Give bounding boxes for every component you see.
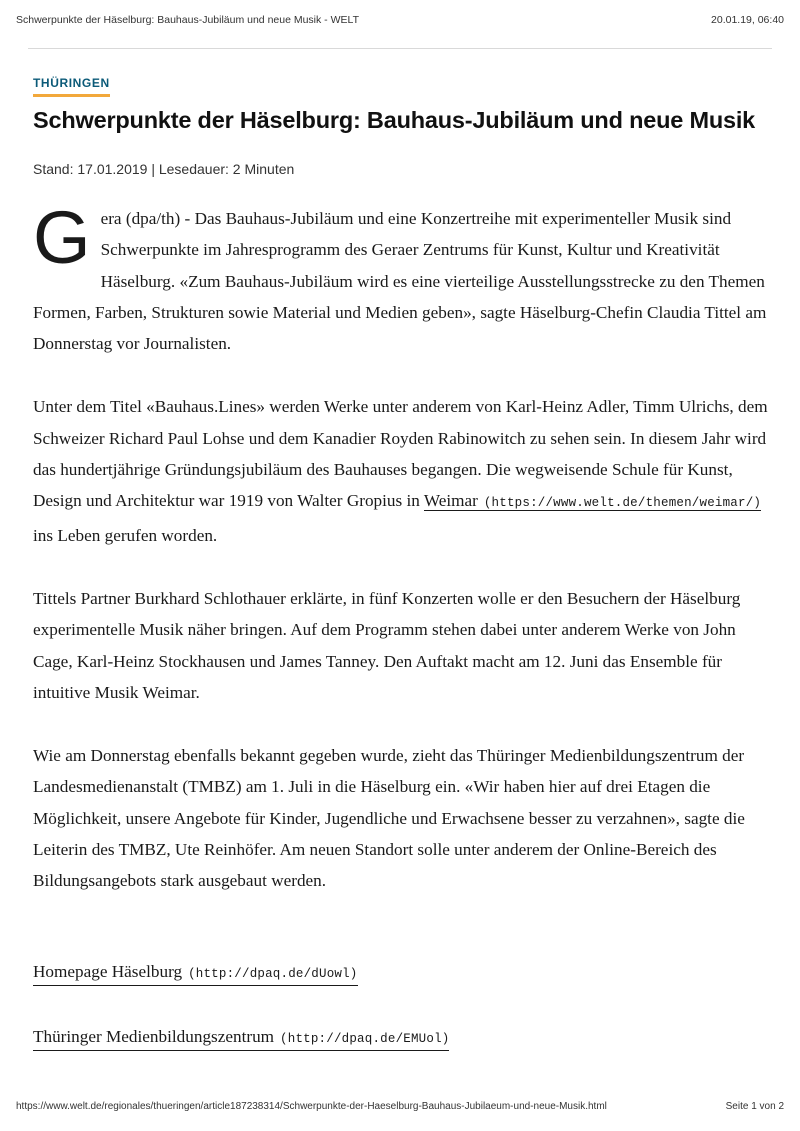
weimar-link-label: Weimar	[423, 491, 478, 511]
medienbildungszentrum-label: Thüringer Medienbildungszentrum	[33, 1027, 275, 1046]
paragraph-3: Tittels Partner Burkhard Schlothauer erklärte, in fünf Konzerten wolle er den Besuchern der Häselburg experimentelle Musik näher bringen. Auf dem Programm stehen dabei unter anderem Werke von John Cage, Karl-Heinz Stockhausen und James Tanney. Den Auftakt macht am 12. Juni das Ensemble für intuitive Musik Weimar.	[33, 588, 741, 702]
paragraph-1	[33, 196, 773, 359]
weimar-link[interactable]	[424, 491, 761, 511]
print-footer	[16, 1101, 784, 1112]
section-kicker[interactable]: THÜRINGEN	[33, 76, 110, 97]
paragraph-4: Wie am Donnerstag ebenfalls bekannt gegeben wurde, zieht das Thüringer Medienbildungszentrum der Landesmedienanstalt (TMBZ) am 1. Juli in die Häselburg ein. «Wir haben hier auf drei Etagen die Möglichkeit, unsere Angebote für Kinder, Jugendliche und Erwachsene besser zu verzahnen», sagte die Leiterin des TMBZ, Ute Reinhöfer. Am neuen Standort solle unter anderem der Online-Bereich des Bildungsangebots stark ausgebaut werden.	[33, 746, 745, 891]
article-headline: Schwerpunkte der Häselburg: Bauhaus-Jubiläum und neue Musik	[33, 107, 756, 133]
header-divider	[28, 48, 772, 49]
homepage-haeselburg-label: Homepage Häselburg	[33, 962, 183, 981]
print-footer-url: https://www.welt.de/regionales/thueringen/article187238314/Schwerpunkte-der-Haeselburg-Bauhaus-Jubilaeum-und-neue-Musik.html	[16, 1101, 607, 1112]
print-header-datetime: 20.01.19, 06:40	[711, 14, 784, 26]
paragraph-1-text: era (dpa/th) - Das Bauhaus-Jubiläum und eine Konzertreihe mit experimenteller Musik sind Schwerpunkte im Jahresprogramm des Geraer Zentrums für Kunst, Kultur und Kreativität Häselburg. «Zum Bauhaus-Jubiläum wird es eine vierteilige Ausstellungsstrecke zu den Themen Formen, Farben, Strukturen sowie Material und Medien geben», sagte Häselburg-Chefin Claudia Tittel am Donnerstag vor Journalisten.	[33, 209, 767, 354]
medienbildungszentrum-link[interactable]	[33, 1027, 449, 1051]
medienbildungszentrum-url: (http://dpaq.de/EMUol)	[280, 1032, 450, 1046]
paragraph-2-tail: ins Leben gerufen worden.	[33, 525, 218, 545]
weimar-link-url: (https://www.welt.de/themen/weimar/)	[483, 496, 762, 511]
homepage-haeselburg-link[interactable]	[33, 962, 358, 986]
homepage-haeselburg-url: (http://dpaq.de/dUowl)	[188, 967, 358, 981]
print-header	[16, 14, 784, 26]
print-header-title: Schwerpunkte der Häselburg: Bauhaus-Jubiläum und neue Musik - WELT	[16, 14, 359, 26]
paragraph-2-text: Unter dem Titel «Bauhaus.Lines» werden Werke unter anderem von Karl-Heinz Adler, Timm Ulrichs, dem Schweizer Richard Paul Lohse und dem Kanadier Royden Rabinowitch zu sehen sein. In diesem Jahr wird das hundertjährige Gründungsjubiläum des Bauhauses begangen. Die wegweisende Schule für Kunst, Design und Architektur war 1919 von Walter Gropius in	[33, 397, 768, 511]
article-meta: Stand: 17.01.2019 | Lesedauer: 2 Minuten	[33, 161, 295, 177]
print-footer-page: Seite 1 von 2	[725, 1101, 784, 1112]
drop-cap: G	[33, 196, 91, 279]
article-body	[33, 196, 773, 929]
paragraph-2	[33, 391, 773, 550]
